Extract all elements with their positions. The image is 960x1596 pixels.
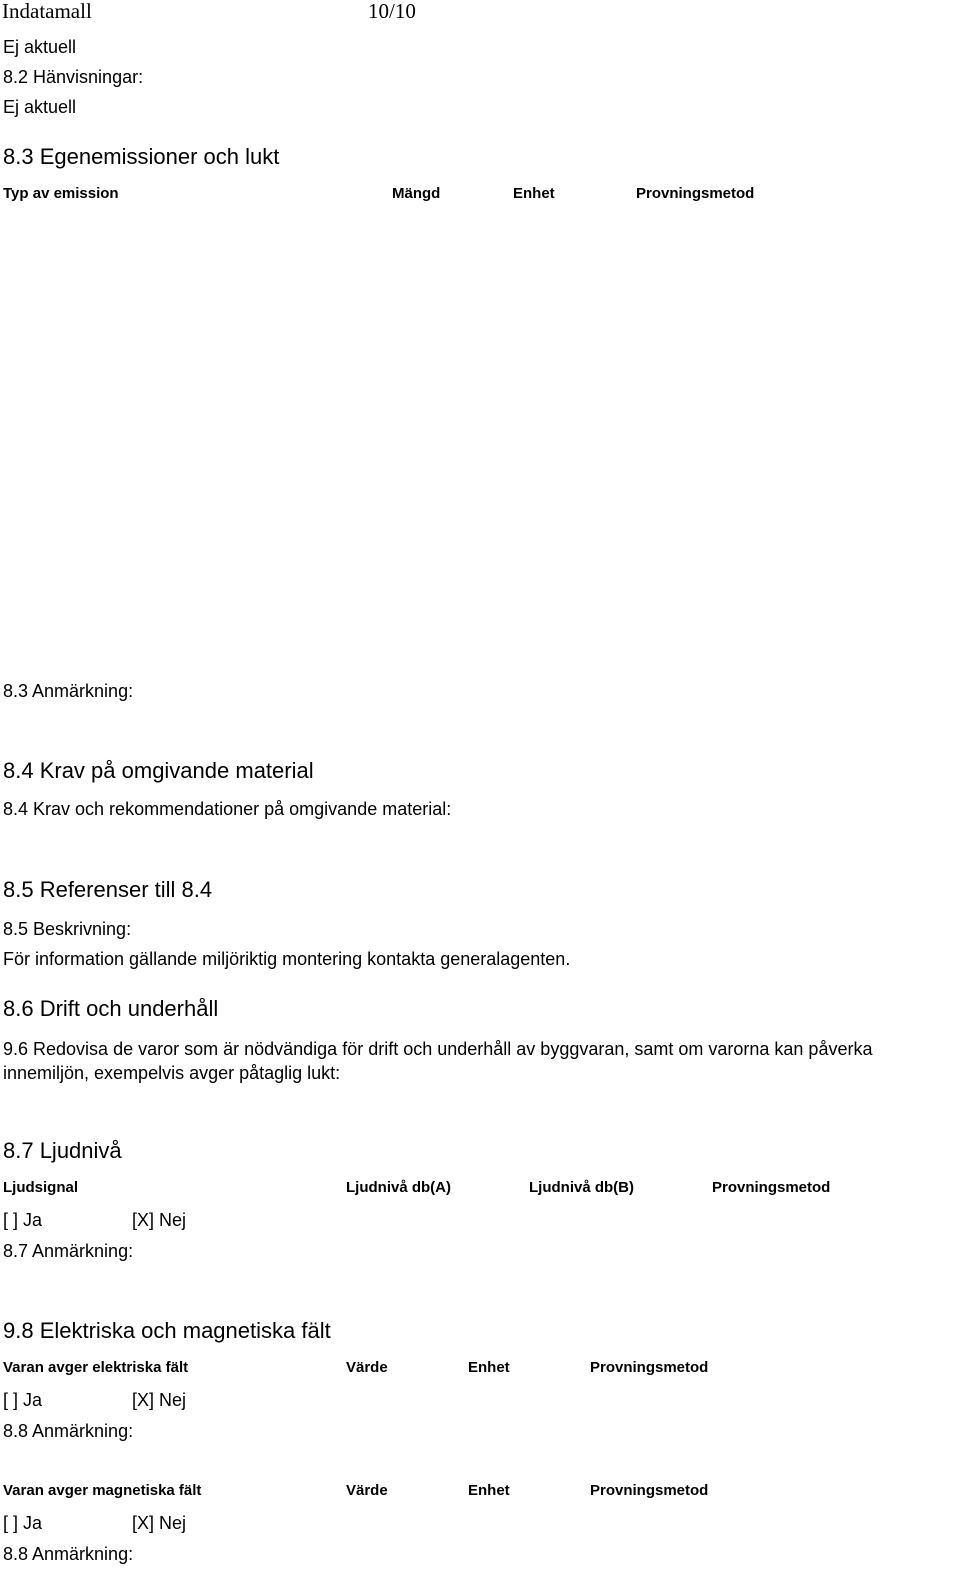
column-header: Varan avger elektriska fält bbox=[3, 1359, 189, 1376]
column-header: Enhet bbox=[513, 185, 555, 202]
checkbox-no[interactable]: [X] Nej bbox=[132, 1513, 187, 1533]
section-8-2-label: 8.2 Hänvisningar: bbox=[3, 67, 144, 87]
column-header: Värde bbox=[346, 1482, 388, 1499]
section-8-1-value: Ej aktuell bbox=[3, 37, 77, 57]
section-9-8-heading: 9.8 Elektriska och magnetiska fält bbox=[3, 1318, 331, 1343]
column-header: Mängd bbox=[392, 185, 441, 202]
section-8-7-heading: 8.7 Ljudnivå bbox=[3, 1138, 122, 1163]
section-8-5-label: 8.5 Beskrivning: bbox=[3, 919, 132, 939]
section-8-7-remark: 8.7 Anmärkning: bbox=[3, 1241, 134, 1261]
section-8-6-heading: 8.6 Drift och underhåll bbox=[3, 996, 219, 1021]
section-8-4-label: 8.4 Krav och rekommendationer på omgivande material: bbox=[3, 799, 452, 819]
column-header: Ljudnivå db(B) bbox=[529, 1179, 634, 1196]
section-8-8-remark: 8.8 Anmärkning: bbox=[3, 1421, 134, 1441]
document-title: Indatamall bbox=[2, 0, 92, 23]
column-header: Provningsmetod bbox=[712, 1179, 831, 1196]
checkbox-yes[interactable]: [ ] Ja bbox=[3, 1513, 43, 1533]
column-header: Enhet bbox=[468, 1482, 510, 1499]
section-8-5-heading: 8.5 Referenser till 8.4 bbox=[3, 877, 213, 902]
section-8-3-heading: 8.3 Egenemissioner och lukt bbox=[3, 144, 280, 169]
checkbox-no[interactable]: [X] Nej bbox=[132, 1390, 187, 1410]
checkbox-no[interactable]: [X] Nej bbox=[132, 1210, 187, 1230]
section-8-5-text: För information gällande miljöriktig montering kontakta generalagenten. bbox=[3, 949, 571, 969]
column-header: Provningsmetod bbox=[590, 1359, 709, 1376]
section-8-8-remark: 8.8 Anmärkning: bbox=[3, 1544, 134, 1564]
section-8-4-heading: 8.4 Krav på omgivande material bbox=[3, 758, 314, 783]
column-header: Provningsmetod bbox=[590, 1482, 709, 1499]
column-header: Varan avger magnetiska fält bbox=[3, 1482, 202, 1499]
page-number: 10/10 bbox=[368, 0, 416, 23]
section-8-6-text: 9.6 Redovisa de varor som är nödvändiga för drift och underhåll av byggvaran, samt om varorna kan påverka innemiljön, exempelvis avger påtaglig lukt: bbox=[3, 1039, 873, 1083]
column-header: Enhet bbox=[468, 1359, 510, 1376]
checkbox-yes[interactable]: [ ] Ja bbox=[3, 1390, 43, 1410]
column-header: Provningsmetod bbox=[636, 185, 755, 202]
column-header: Ljudsignal bbox=[3, 1179, 78, 1196]
column-header: Ljudnivå db(A) bbox=[346, 1179, 451, 1196]
section-8-3-remark: 8.3 Anmärkning: bbox=[3, 681, 134, 701]
column-header: Värde bbox=[346, 1359, 388, 1376]
column-header: Typ av emission bbox=[3, 185, 119, 202]
checkbox-yes[interactable]: [ ] Ja bbox=[3, 1210, 43, 1230]
section-8-2-value: Ej aktuell bbox=[3, 97, 77, 117]
